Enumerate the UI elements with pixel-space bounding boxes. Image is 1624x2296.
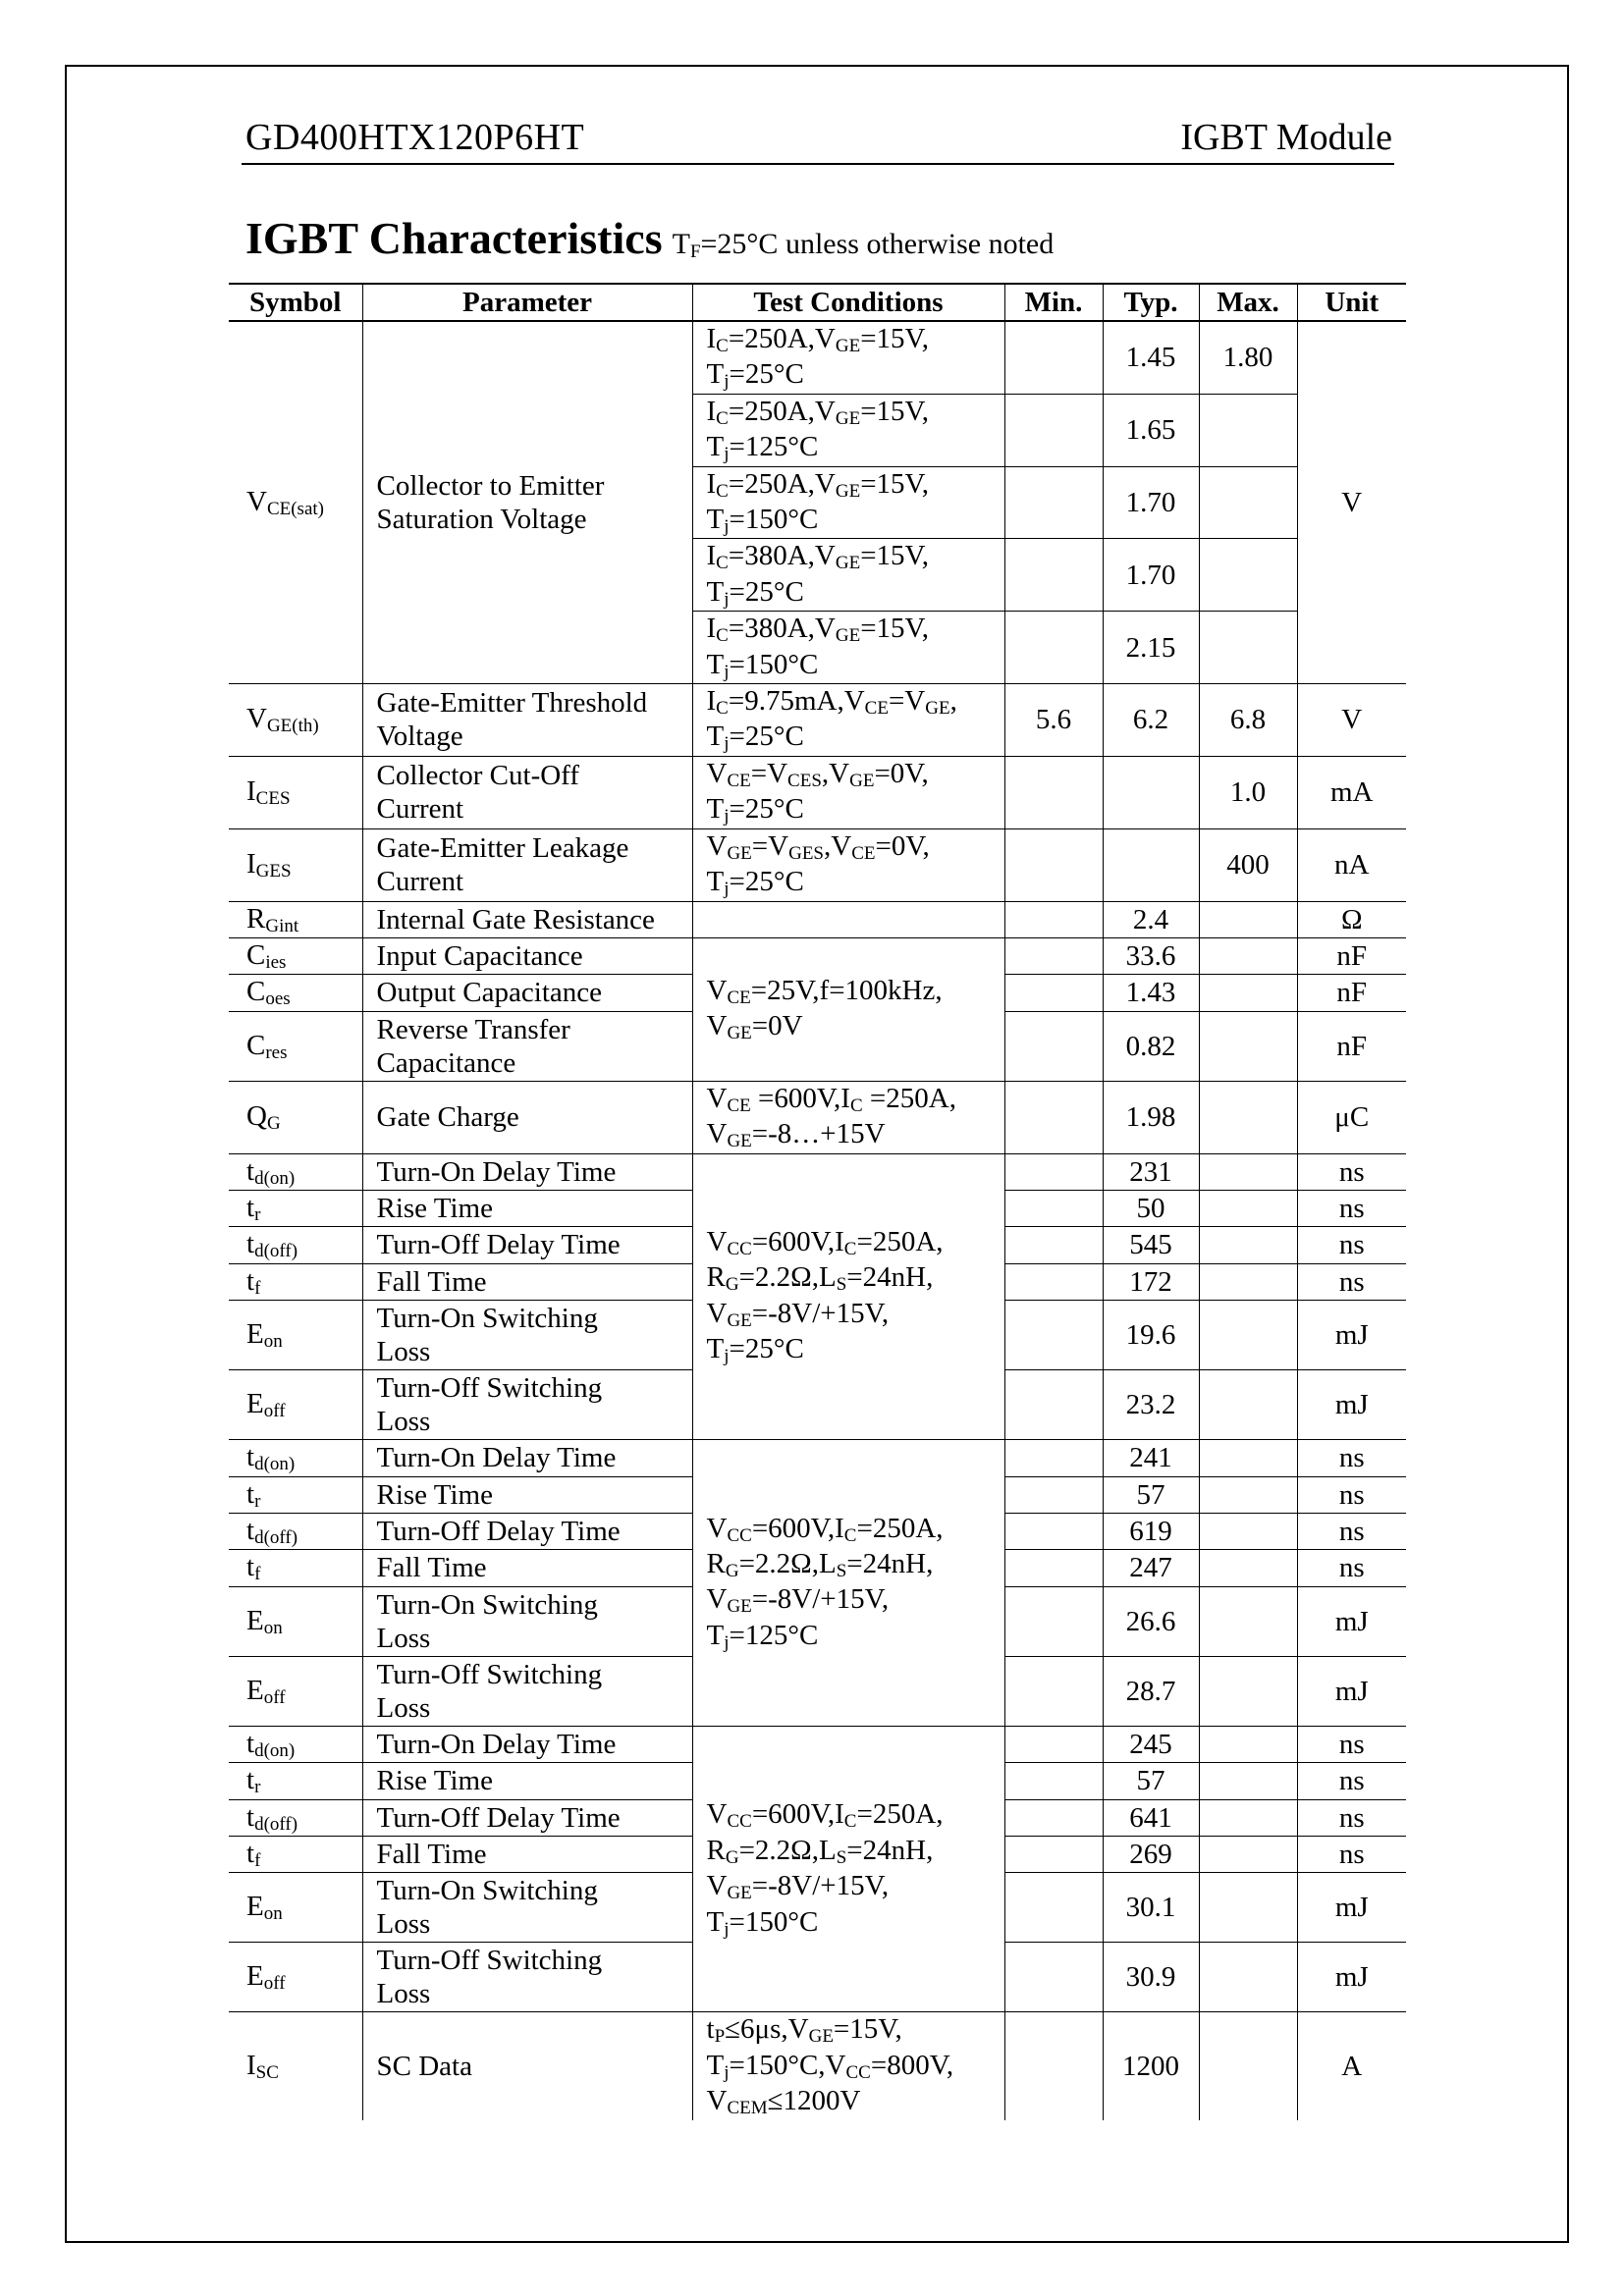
test-conditions-cell: $t_P\le 6\mu s,V_{GE}=15V$, $T_j=150^\circ C,V_{CC}=800V$, $V_{CEM}\le 1200V$: [692, 2012, 1004, 2120]
parameter-cell: SC Data: [362, 2012, 692, 2120]
parameter-cell: Turn-On Switching Loss: [362, 1586, 692, 1656]
document-type: IGBT Module: [1180, 117, 1392, 158]
table-row: [229, 1153, 1406, 1190]
max-cell: [1199, 1799, 1297, 1836]
unit-cell: mA: [1297, 756, 1406, 828]
max-cell: [1199, 1440, 1297, 1476]
test-conditions-cell: $I_C=380A,V_{GE}=15V$, $T_j=150^\circ C$: [692, 612, 1004, 684]
typ-cell: 1.43: [1103, 975, 1199, 1011]
min-cell: [1004, 828, 1103, 901]
max-cell: [1199, 1726, 1297, 1762]
symbol-cell: $t_r$: [229, 1476, 362, 1513]
unit-cell: ns: [1297, 1799, 1406, 1836]
symbol-cell: $E_{off}$: [229, 1943, 362, 2012]
min-cell: [1004, 539, 1103, 612]
unit-cell: ns: [1297, 1440, 1406, 1476]
typ-cell: 619: [1103, 1513, 1199, 1549]
parameter-cell: Reverse Transfer Capacitance: [362, 1011, 692, 1081]
min-cell: [1004, 1656, 1103, 1726]
table-row: [229, 937, 1406, 974]
header-parameter: Parameter: [362, 284, 692, 321]
typ-cell: 57: [1103, 1476, 1199, 1513]
symbol-cell: $E_{on}$: [229, 1301, 362, 1370]
test-conditions-cell: $V_{GE}=V_{GES},V_{CE}=0V$, $T_j=25^\circ C$: [692, 828, 1004, 901]
max-cell: [1199, 1190, 1297, 1226]
unit-cell: mJ: [1297, 1301, 1406, 1370]
parameter-cell: Rise Time: [362, 1763, 692, 1799]
test-conditions-cell: $V_{CC}=600V,I_C=250A$, $R_G=2.2\Omega,L_S=24nH$, $V_{GE}=-8V/+15V$, $T_j=150^\circ C$: [692, 1726, 1004, 2012]
parameter-cell: Turn-On Delay Time: [362, 1440, 692, 1476]
typ-cell: 545: [1103, 1227, 1199, 1263]
unit-cell: mJ: [1297, 1873, 1406, 1943]
max-cell: [1199, 1763, 1297, 1799]
symbol-cell: $I_{GES}$: [229, 828, 362, 901]
unit-cell: nF: [1297, 1011, 1406, 1081]
header-test-conditions: Test Conditions: [692, 284, 1004, 321]
max-cell: [1199, 1656, 1297, 1726]
min-cell: [1004, 1476, 1103, 1513]
unit-cell: ns: [1297, 1476, 1406, 1513]
unit-cell: nF: [1297, 937, 1406, 974]
test-conditions-cell: $V_{CE}=V_{CES},V_{GE}=0V$, $T_j=25^\circ C$: [692, 756, 1004, 828]
typ-cell: 231: [1103, 1153, 1199, 1190]
symbol-cell: $t_{d(off)}$: [229, 1513, 362, 1549]
typ-cell: 1.98: [1103, 1081, 1199, 1153]
min-cell: [1004, 1370, 1103, 1440]
unit-cell: ns: [1297, 1190, 1406, 1226]
max-cell: [1199, 394, 1297, 466]
parameter-cell: Turn-Off Switching Loss: [362, 1943, 692, 2012]
max-cell: [1199, 1550, 1297, 1586]
unit-cell: ns: [1297, 1837, 1406, 1873]
typ-cell: 2.4: [1103, 901, 1199, 937]
parameter-cell: Collector Cut-Off Current: [362, 756, 692, 828]
unit-cell: ns: [1297, 1227, 1406, 1263]
min-cell: [1004, 1263, 1103, 1300]
max-cell: [1199, 975, 1297, 1011]
max-cell: [1199, 1263, 1297, 1300]
min-cell: [1004, 1153, 1103, 1190]
unit-cell: mJ: [1297, 1586, 1406, 1656]
test-conditions-cell: $I_C=9.75mA,V_{CE}=V_{GE}$, $T_j=25^\circ C$: [692, 684, 1004, 757]
table-row: [229, 684, 1406, 757]
unit-cell: ns: [1297, 1726, 1406, 1762]
typ-cell: 247: [1103, 1550, 1199, 1586]
table-row: [229, 1440, 1406, 1476]
min-cell: [1004, 1550, 1103, 1586]
test-conditions-cell: $I_C=380A,V_{GE}=15V$, $T_j=25^\circ C$: [692, 539, 1004, 612]
max-cell: [1199, 1011, 1297, 1081]
parameter-cell: Turn-Off Switching Loss: [362, 1370, 692, 1440]
min-cell: [1004, 1586, 1103, 1656]
typ-cell: 269: [1103, 1837, 1199, 1873]
header-unit: Unit: [1297, 284, 1406, 321]
max-cell: [1199, 1301, 1297, 1370]
max-cell: [1199, 1586, 1297, 1656]
min-cell: [1004, 1943, 1103, 2012]
header-rule: [242, 163, 1394, 165]
unit-cell: mJ: [1297, 1370, 1406, 1440]
table-row: [229, 1081, 1406, 1153]
test-conditions-cell: $V_{CC}=600V,I_C=250A$, $R_G=2.2\Omega,L_S=24nH$, $V_{GE}=-8V/+15V$, $T_j=25^\circ C$: [692, 1153, 1004, 1440]
table-header-row: [229, 284, 1406, 321]
symbol-cell: $C_{ies}$: [229, 937, 362, 974]
min-cell: [1004, 1726, 1103, 1762]
unit-cell: ns: [1297, 1513, 1406, 1549]
symbol-cell: $C_{oes}$: [229, 975, 362, 1011]
parameter-cell: Gate Charge: [362, 1081, 692, 1153]
parameter-cell: Rise Time: [362, 1476, 692, 1513]
typ-cell: 1.70: [1103, 539, 1199, 612]
typ-cell: 0.82: [1103, 1011, 1199, 1081]
min-cell: [1004, 1513, 1103, 1549]
max-cell: [1199, 937, 1297, 974]
symbol-cell: $t_f$: [229, 1550, 362, 1586]
test-conditions-cell: $I_C=250A,V_{GE}=15V$, $T_j=125^\circ C$: [692, 394, 1004, 466]
typ-cell: 23.2: [1103, 1370, 1199, 1440]
max-cell: [1199, 539, 1297, 612]
symbol-cell: $E_{off}$: [229, 1370, 362, 1440]
typ-cell: 1200: [1103, 2012, 1199, 2120]
min-cell: [1004, 756, 1103, 828]
max-cell: [1199, 1476, 1297, 1513]
min-cell: [1004, 1837, 1103, 1873]
symbol-cell: $t_{d(on)}$: [229, 1153, 362, 1190]
table-row: [229, 901, 1406, 937]
max-cell: [1199, 901, 1297, 937]
header-symbol: Symbol: [229, 284, 362, 321]
typ-cell: 30.9: [1103, 1943, 1199, 2012]
max-cell: [1199, 1943, 1297, 2012]
unit-cell: ns: [1297, 1763, 1406, 1799]
min-cell: [1004, 1301, 1103, 1370]
min-cell: [1004, 937, 1103, 974]
table-row: [229, 1726, 1406, 1762]
symbol-cell: $V_{CE(sat)}$: [229, 321, 362, 684]
symbol-cell: $C_{res}$: [229, 1011, 362, 1081]
test-conditions-cell: $I_C=250A,V_{GE}=15V$, $T_j=150^\circ C$: [692, 466, 1004, 539]
typ-cell: 641: [1103, 1799, 1199, 1836]
parameter-cell: Turn-On Switching Loss: [362, 1301, 692, 1370]
parameter-cell: Rise Time: [362, 1190, 692, 1226]
parameter-cell: Turn-On Switching Loss: [362, 1873, 692, 1943]
max-cell: [1199, 466, 1297, 539]
max-cell: 6.8: [1199, 684, 1297, 757]
symbol-cell: $t_f$: [229, 1263, 362, 1300]
parameter-cell: Turn-Off Delay Time: [362, 1227, 692, 1263]
symbol-cell: $t_f$: [229, 1837, 362, 1873]
symbol-cell: $I_{CES}$: [229, 756, 362, 828]
min-cell: [1004, 1227, 1103, 1263]
part-number: GD400HTX120P6HT: [245, 117, 585, 158]
symbol-cell: $E_{on}$: [229, 1586, 362, 1656]
symbol-cell: $V_{GE(th)}$: [229, 684, 362, 757]
max-cell: 1.0: [1199, 756, 1297, 828]
parameter-cell: Turn-Off Delay Time: [362, 1513, 692, 1549]
section-title: [245, 212, 1054, 264]
symbol-cell: $I_{SC}$: [229, 2012, 362, 2120]
section-condition: $T_F=25^\circ C$ unless otherwise noted: [672, 228, 1055, 262]
symbol-cell: $E_{on}$: [229, 1873, 362, 1943]
parameter-cell: Input Capacitance: [362, 937, 692, 974]
unit-cell: V: [1297, 684, 1406, 757]
min-cell: [1004, 1011, 1103, 1081]
typ-cell: 19.6: [1103, 1301, 1199, 1370]
parameter-cell: Gate-Emitter Threshold Voltage: [362, 684, 692, 757]
header-min: Min.: [1004, 284, 1103, 321]
unit-cell: ns: [1297, 1550, 1406, 1586]
min-cell: [1004, 394, 1103, 466]
min-cell: [1004, 321, 1103, 394]
max-cell: [1199, 1513, 1297, 1549]
symbol-cell: $t_{d(on)}$: [229, 1440, 362, 1476]
symbol-cell: $Q_G$: [229, 1081, 362, 1153]
typ-cell: 241: [1103, 1440, 1199, 1476]
unit-cell: Ω: [1297, 901, 1406, 937]
min-cell: [1004, 612, 1103, 684]
min-cell: [1004, 1081, 1103, 1153]
unit-cell: μC: [1297, 1081, 1406, 1153]
parameter-cell: Fall Time: [362, 1263, 692, 1300]
min-cell: [1004, 1799, 1103, 1836]
typ-cell: 57: [1103, 1763, 1199, 1799]
typ-cell: 1.65: [1103, 394, 1199, 466]
parameter-cell: Fall Time: [362, 1550, 692, 1586]
typ-cell: 245: [1103, 1726, 1199, 1762]
symbol-cell: $t_{d(off)}$: [229, 1799, 362, 1836]
max-cell: [1199, 1227, 1297, 1263]
min-cell: [1004, 1440, 1103, 1476]
section-heading: IGBT Characteristics: [245, 213, 663, 263]
typ-cell: 33.6: [1103, 937, 1199, 974]
max-cell: [1199, 1837, 1297, 1873]
parameter-cell: Turn-On Delay Time: [362, 1726, 692, 1762]
typ-cell: 30.1: [1103, 1873, 1199, 1943]
unit-cell: mJ: [1297, 1943, 1406, 2012]
typ-cell: 2.15: [1103, 612, 1199, 684]
unit-cell: ns: [1297, 1153, 1406, 1190]
typ-cell: 6.2: [1103, 684, 1199, 757]
parameter-cell: Gate-Emitter Leakage Current: [362, 828, 692, 901]
igbt-characteristics-table: [229, 283, 1406, 2120]
unit-cell: V: [1297, 321, 1406, 684]
symbol-cell: $t_{d(off)}$: [229, 1227, 362, 1263]
max-cell: 400: [1199, 828, 1297, 901]
unit-cell: nA: [1297, 828, 1406, 901]
table-row: [229, 321, 1406, 394]
typ-cell: 26.6: [1103, 1586, 1199, 1656]
min-cell: [1004, 1873, 1103, 1943]
symbol-cell: $E_{off}$: [229, 1656, 362, 1726]
max-cell: [1199, 1873, 1297, 1943]
unit-cell: nF: [1297, 975, 1406, 1011]
min-cell: 5.6: [1004, 684, 1103, 757]
symbol-cell: $t_r$: [229, 1190, 362, 1226]
min-cell: [1004, 975, 1103, 1011]
unit-cell: mJ: [1297, 1656, 1406, 1726]
typ-cell: [1103, 828, 1199, 901]
parameter-cell: Turn-Off Switching Loss: [362, 1656, 692, 1726]
typ-cell: 1.45: [1103, 321, 1199, 394]
max-cell: [1199, 612, 1297, 684]
max-cell: [1199, 2012, 1297, 2120]
test-conditions-cell: $V_{CC}=600V,I_C=250A$, $R_G=2.2\Omega,L_S=24nH$, $V_{GE}=-8V/+15V$, $T_j=125^\circ C$: [692, 1440, 1004, 1727]
test-conditions-cell: $I_C=250A,V_{GE}=15V$, $T_j=25^\circ C$: [692, 321, 1004, 394]
table-row: [229, 2012, 1406, 2120]
parameter-cell: Turn-Off Delay Time: [362, 1799, 692, 1836]
parameter-cell: Output Capacitance: [362, 975, 692, 1011]
max-cell: [1199, 1081, 1297, 1153]
symbol-cell: $t_{d(on)}$: [229, 1726, 362, 1762]
max-cell: [1199, 1153, 1297, 1190]
unit-cell: ns: [1297, 1263, 1406, 1300]
min-cell: [1004, 901, 1103, 937]
unit-cell: A: [1297, 2012, 1406, 2120]
typ-cell: 1.70: [1103, 466, 1199, 539]
symbol-cell: $R_{Gint}$: [229, 901, 362, 937]
parameter-cell: Internal Gate Resistance: [362, 901, 692, 937]
min-cell: [1004, 466, 1103, 539]
typ-cell: 172: [1103, 1263, 1199, 1300]
test-conditions-cell: $V_{CE}=25V,f=100kHz$, $V_{GE}=0V$: [692, 937, 1004, 1081]
min-cell: [1004, 1763, 1103, 1799]
typ-cell: 28.7: [1103, 1656, 1199, 1726]
parameter-cell: Turn-On Delay Time: [362, 1153, 692, 1190]
table-row: [229, 756, 1406, 828]
test-conditions-cell: $V_{CE} =600V,I_C =250A$, $V_{GE}=-8\dots+15V$: [692, 1081, 1004, 1153]
table-row: [229, 828, 1406, 901]
header-max: Max.: [1199, 284, 1297, 321]
max-cell: [1199, 1370, 1297, 1440]
typ-cell: 50: [1103, 1190, 1199, 1226]
typ-cell: [1103, 756, 1199, 828]
max-cell: 1.80: [1199, 321, 1297, 394]
min-cell: [1004, 1190, 1103, 1226]
header-typ: Typ.: [1103, 284, 1199, 321]
min-cell: [1004, 2012, 1103, 2120]
parameter-cell: Fall Time: [362, 1837, 692, 1873]
test-conditions-cell: [692, 901, 1004, 937]
parameter-cell: Collector to Emitter Saturation Voltage: [362, 321, 692, 684]
symbol-cell: $t_r$: [229, 1763, 362, 1799]
